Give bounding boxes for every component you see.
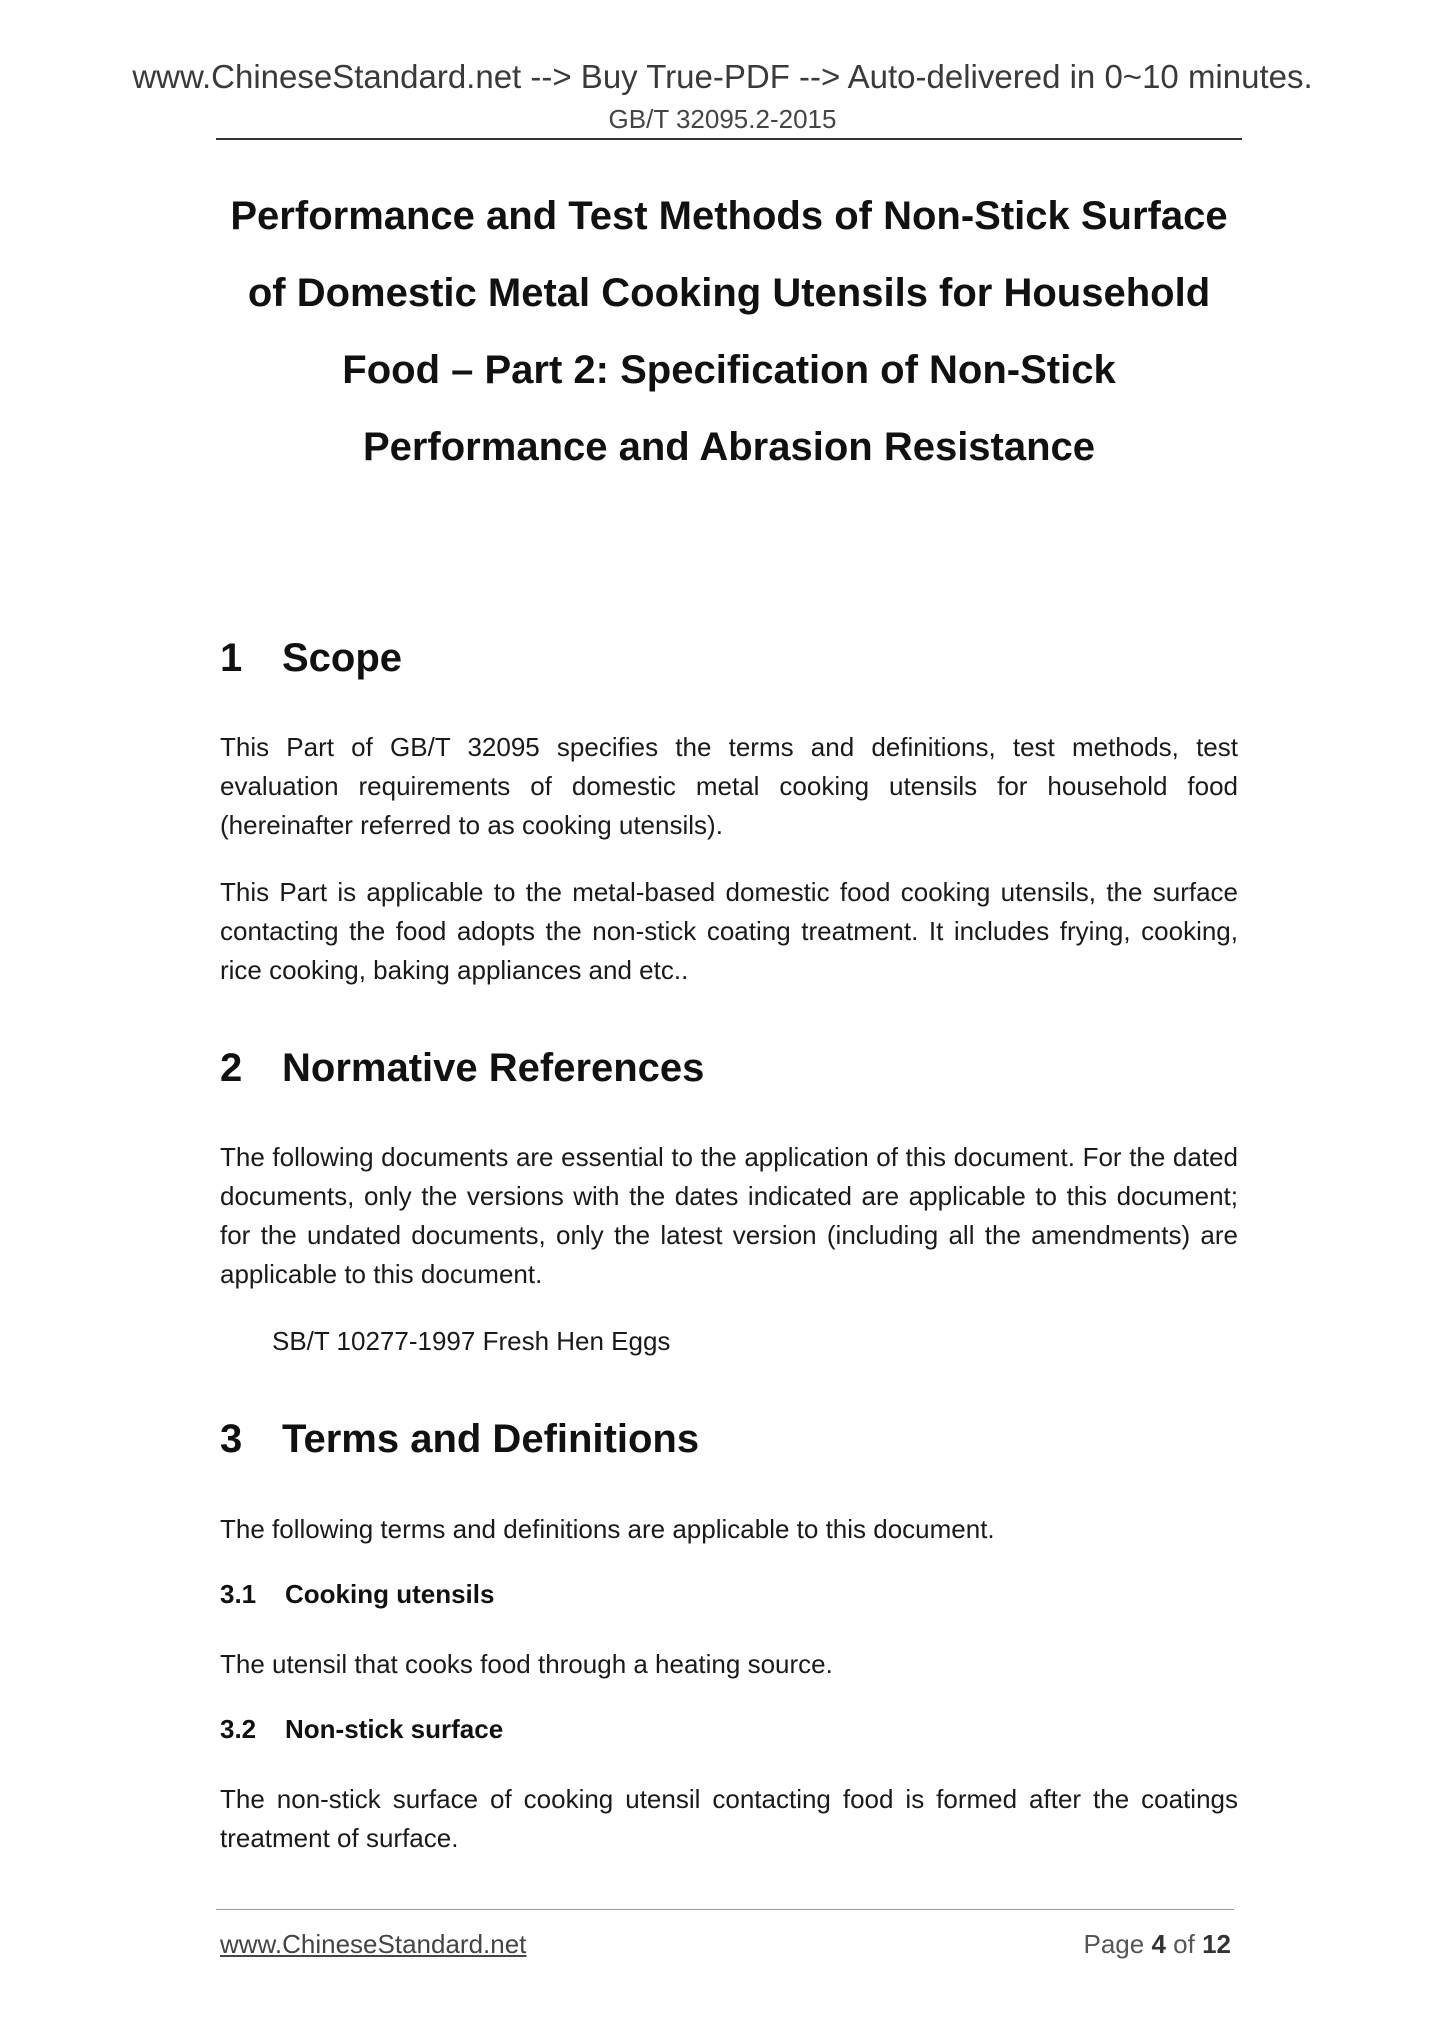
subsection-number: 3.1	[220, 1579, 257, 1609]
title-line-3: Food – Part 2: Specification of Non-Stick	[342, 348, 1116, 392]
references-paragraph: The following documents are essential to the application of this document. For the dated documents, only the versions with the dates indicated are applicable to this document; for the undated documents, only the latest version (including all the amendments) are applicable to this document.	[220, 1142, 1238, 1289]
section-number: 2	[220, 1046, 243, 1090]
title-line-1: Performance and Test Methods of Non-Stick Surface	[230, 194, 1228, 238]
header-banner[interactable]: www.ChineseStandard.net --> Buy True-PDF --> Auto-delivered in 0~10 minutes.	[132, 58, 1313, 95]
page-current: 4	[1151, 1929, 1166, 1959]
header-divider	[216, 138, 1242, 140]
standard-id: GB/T 32095.2-2015	[608, 104, 837, 134]
section-number: 3	[220, 1417, 243, 1461]
page-of-label: of	[1173, 1929, 1195, 1959]
definition-non-stick-surface: The non-stick surface of cooking utensil contacting food is formed after the coatings treatment of surface.	[220, 1784, 1238, 1853]
section-title: Terms and Definitions	[282, 1417, 700, 1461]
subsection-heading-cooking-utensils	[220, 1579, 494, 1610]
scope-paragraph-1: This Part of GB/T 32095 specifies the terms and definitions, test methods, test evaluation requirements of domestic metal cooking utensils for household food (hereinafter referred to as cooking utensils).	[220, 732, 1238, 840]
subsection-number: 3.2	[220, 1714, 257, 1744]
page-label: Page	[1083, 1929, 1145, 1959]
subsection-title: Non-stick surface	[285, 1714, 504, 1744]
footer-divider	[216, 1909, 1234, 1910]
subsection-title: Cooking utensils	[285, 1579, 495, 1609]
title-line-2: of Domestic Metal Cooking Utensils for Household	[247, 271, 1211, 315]
section-title: Scope	[282, 636, 403, 680]
document-title	[216, 178, 1242, 486]
scope-paragraph-2: This Part is applicable to the metal-based domestic food cooking utensils, the surface contacting the food adopts the non-stick coating treatment. It includes frying, cooking, rice cooking, baking appliances and etc..	[220, 877, 1238, 985]
footer-site-link[interactable]: www.ChineseStandard.net	[220, 1929, 527, 1959]
section-heading-references	[220, 1046, 704, 1091]
page-indicator	[1083, 1929, 1231, 1960]
terms-intro: The following terms and definitions are applicable to this document.	[220, 1514, 995, 1544]
definition-cooking-utensils: The utensil that cooks food through a heating source.	[220, 1649, 833, 1679]
subsection-heading-non-stick-surface	[220, 1714, 503, 1745]
section-title: Normative References	[282, 1046, 705, 1090]
reference-item: SB/T 10277-1997 Fresh Hen Eggs	[272, 1326, 671, 1356]
section-heading-scope	[220, 636, 402, 681]
section-number: 1	[220, 636, 243, 680]
title-line-4: Performance and Abrasion Resistance	[362, 425, 1096, 469]
page-total: 12	[1202, 1929, 1231, 1959]
section-heading-terms	[220, 1417, 699, 1462]
